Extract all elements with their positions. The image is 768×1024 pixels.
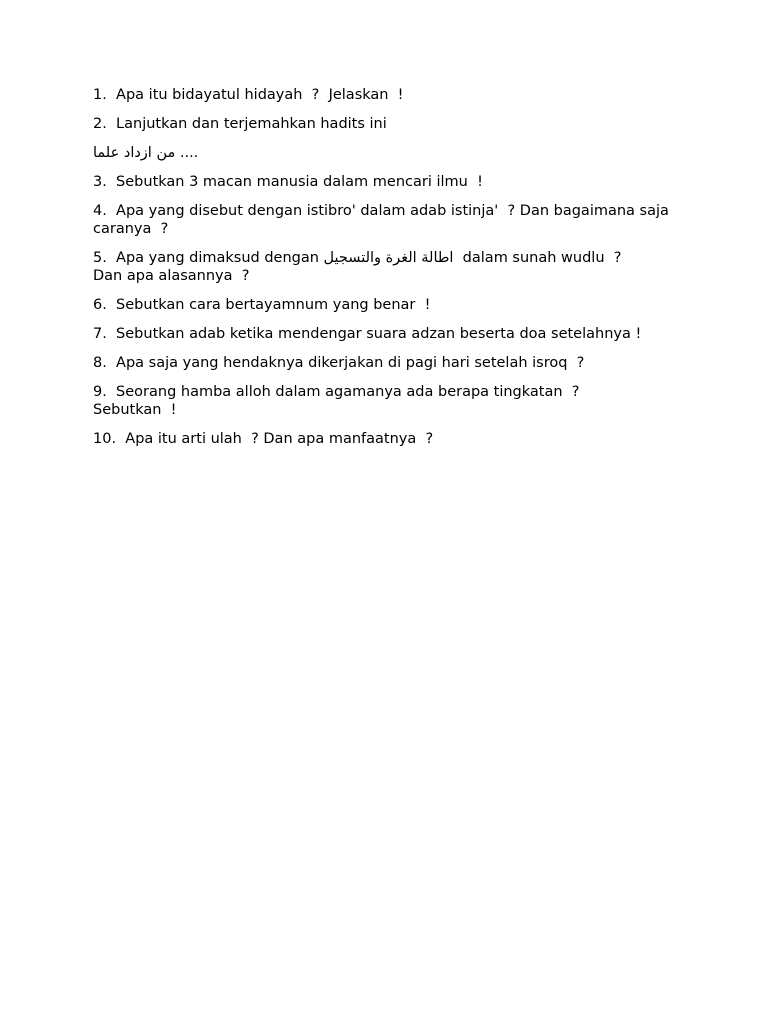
hadith-line [93, 144, 678, 162]
question-6: 6. Sebutkan cara bertayamnum yang benar ! [93, 297, 431, 313]
question-5-prefix: 5. Apa yang dimaksud dengan [93, 250, 324, 266]
question-7: 7. Sebutkan adab ketika mendengar suara adzan beserta doa setelahnya ! [93, 326, 642, 342]
question-1: 1. Apa itu bidayatul hidayah ? Jelaskan ! [93, 87, 404, 103]
question-4: 4. Apa yang disebut dengan istibro' dalam adab istinja' ? Dan bagaimana saja caranya ? [93, 203, 674, 237]
question-10: 10. Apa itu arti ulah ? Dan apa manfaatnya ? [93, 431, 434, 447]
question-5-arabic-text: اطالة الغرة والتسجيل [323, 250, 454, 266]
question-5 [93, 249, 678, 285]
hadith-arabic-text: من ازداد علما [93, 145, 176, 161]
hadith-ellipsis: .... [175, 145, 199, 161]
question-2: 2. Lanjutkan dan terjemahkan hadits ini [93, 116, 387, 132]
question-3: 3. Sebutkan 3 macan manusia dalam mencari ilmu ! [93, 174, 483, 190]
document-page [93, 86, 678, 459]
question-8: 8. Apa saja yang hendaknya dikerjakan di pagi hari setelah isroq ? [93, 355, 585, 371]
question-5-suffix: dalam sunah wudlu ? Dan apa alasannya ? [93, 250, 622, 284]
question-9: 9. Seorang hamba alloh dalam agamanya ada berapa tingkatan ? Sebutkan ! [93, 384, 580, 418]
